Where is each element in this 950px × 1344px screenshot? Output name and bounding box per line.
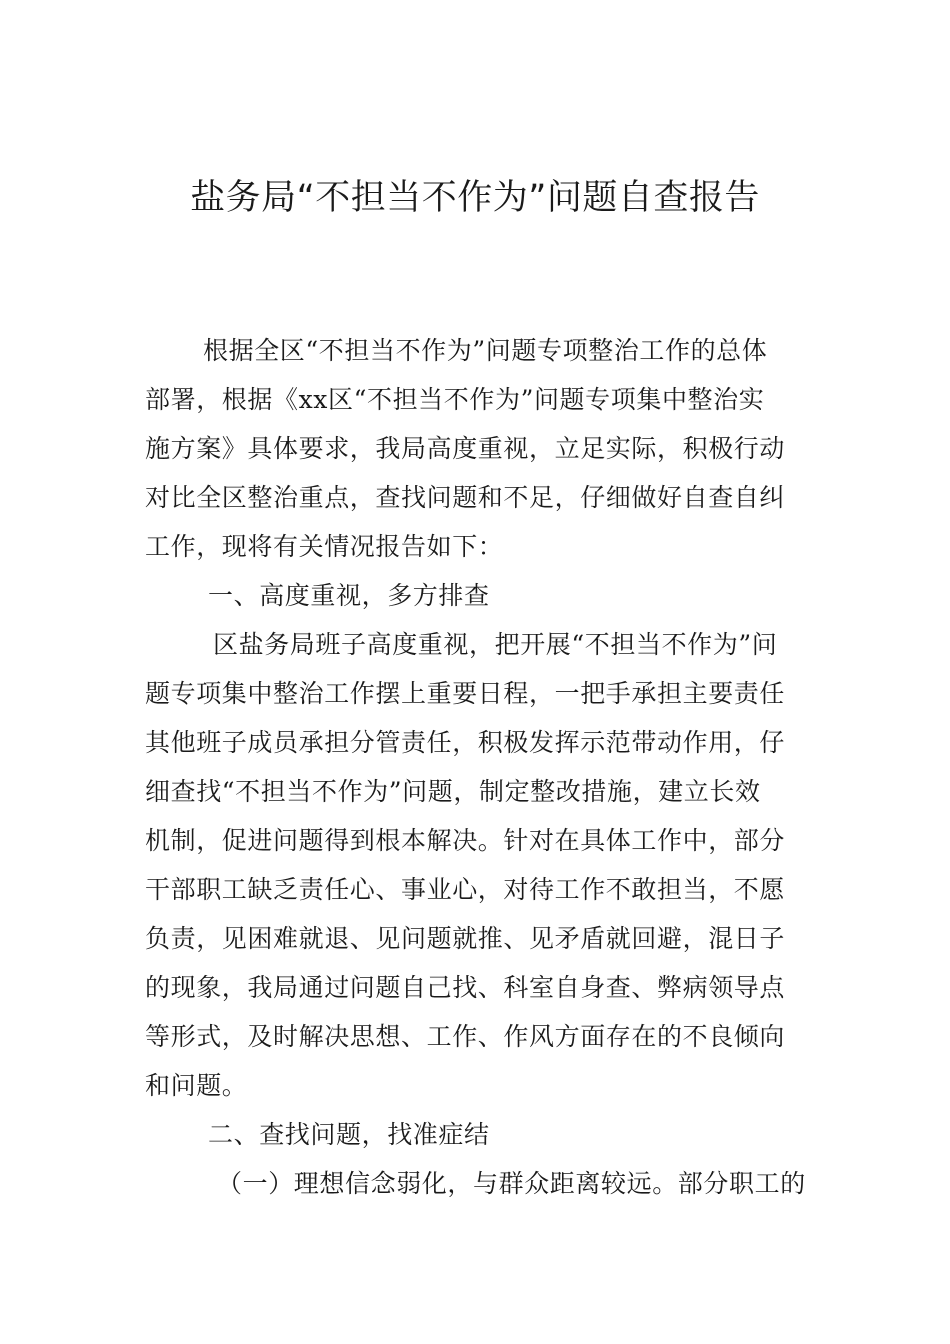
- document-body: [145, 326, 810, 1208]
- paragraph-line: 施方案》具体要求，我局高度重视，立足实际，积极行动: [145, 434, 786, 463]
- paragraph-line: 题专项集中整治工作摆上重要日程，一把手承担主要责任: [145, 679, 786, 708]
- paragraph-line: 工作，现将有关情况报告如下：: [145, 532, 504, 561]
- paragraph-line: 负责，见困难就退、见问题就推、见矛盾就回避，混日子: [145, 924, 786, 953]
- section-heading-1: 一、高度重视，多方排查: [208, 581, 490, 610]
- paragraph-line: 对比全区整治重点，查找问题和不足，仔细做好自查自纠: [145, 483, 786, 512]
- paragraph-line: 的现象，我局通过问题自己找、科室自身查、弊病领导点: [145, 973, 786, 1002]
- paragraph-line: 其他班子成员承担分管责任，积极发挥示范带动作用，仔: [145, 728, 786, 757]
- paragraph-line: 根据全区“不担当不作为”问题专项整治工作的总体: [203, 336, 768, 365]
- paragraph-line: 区盐务局班子高度重视，把开展“不担当不作为”问: [213, 630, 778, 659]
- paragraph-line: 机制，促进问题得到根本解决。针对在具体工作中，部分: [145, 826, 786, 855]
- section-heading-2: 二、查找问题，找准症结: [208, 1120, 490, 1149]
- document-title: 盐务局“不担当不作为”问题自查报告: [190, 178, 760, 218]
- subsection-line: （一）理想信念弱化，与群众距离较远。部分职工的: [217, 1169, 806, 1198]
- paragraph-line: 部署，根据《xx区“不担当不作为”问题专项集中整治实: [145, 385, 765, 414]
- paragraph-line: 细查找“不担当不作为”问题，制定整改措施，建立长效: [145, 777, 761, 806]
- paragraph-line: 和问题。: [145, 1071, 248, 1100]
- paragraph-line: 干部职工缺乏责任心、事业心，对待工作不敢担当，不愿: [145, 875, 786, 904]
- paragraph-line: 等形式，及时解决思想、工作、作风方面存在的不良倾向: [145, 1022, 786, 1051]
